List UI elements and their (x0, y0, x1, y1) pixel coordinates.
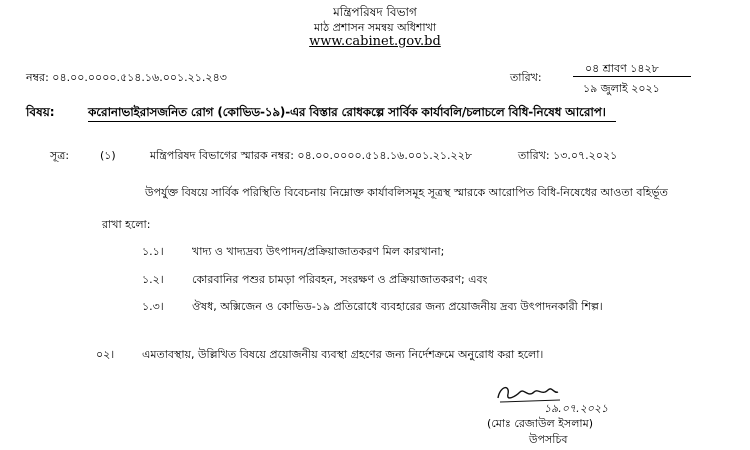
date-english: ১৯ জুলাই ২০২১ (583, 82, 660, 95)
division-name: মাঠ প্রশাসন সমন্বয় অধিশাখা (313, 21, 437, 34)
paragraph2-number: ০২। (96, 348, 115, 361)
memo-number: নম্বর: ০৪.০০.০০০০.৫১৪.১৬.০০১.২১.২৪৩ (26, 71, 227, 84)
list-item-number: ১.৩। (142, 300, 164, 313)
list-item-number: ১.১। (142, 245, 164, 258)
reference-number: (১) (100, 149, 116, 162)
list-item-text: খাদ্য ও খাদ্যদ্রব্য উৎপাদন/প্রক্রিয়াজাতকরণ মিল কারখানা; (192, 245, 445, 258)
reference-date: তারিখ: ১৩.০৭.২০২১ (518, 149, 618, 162)
reference-label: সূত্র: (50, 149, 70, 162)
handwritten-signature (490, 376, 610, 416)
date-bangla: ০৪ শ্রাবণ ১৪২৮ (585, 62, 659, 75)
reference-text: মন্ত্রিপরিষদ বিভাগের স্মারক নম্বর: ০৪.০০.০০০০.৫১৪.১৬.০০১.২১.২২৮ (150, 149, 472, 162)
body-paragraph-line1: উপর্যুক্ত বিষয়ে সার্বিক পরিস্থিতি বিবেচনায় নিম্নোক্ত কার্যাবলিসমূহ সূত্রস্থ স্মারকে আরোপিত বিধি-নিষেধের আওতা বহির্ভূত (145, 186, 668, 199)
signatory-designation: উপসচিব (529, 433, 568, 446)
signatory-name: (মোঃ রেজাউল ইসলাম) (487, 417, 593, 430)
subject-label: বিষয়: (26, 105, 55, 119)
subject-underline (88, 121, 616, 122)
svg-text:১৯.০৭.২০২১: ১৯.০৭.২০২১ (544, 402, 609, 415)
list-item-number: ১.২। (142, 273, 164, 286)
list-item-text: ঔষধ, অক্সিজেন ও কোভিড-১৯ প্রতিরোধে ব্যবহারের জন্য প্রয়োজনীয় দ্রব্য উৎপাদনকারী শিল্প। (192, 300, 603, 313)
date-label: তারিখ: (510, 71, 542, 84)
list-item-text: কোরবানির পশুর চামড়া পরিবহন, সংরক্ষণ ও প্রক্রিয়াজাতকরণ; এবং (192, 273, 488, 286)
date-divider (573, 76, 691, 77)
subject-text: করোনাভাইরাসজনিত রোগ (কোভিড-১৯)-এর বিস্তার রোধকল্পে সার্বিক কার্যাবলি/চলাচলে বিধি-নিষেধ আরোপ। (88, 105, 606, 119)
website-link[interactable]: www.cabinet.gov.bd (309, 34, 441, 49)
ministry-name: মন্ত্রিপরিষদ বিভাগ (333, 5, 417, 19)
body-paragraph-line2: রাখা হলো: (102, 218, 151, 231)
paragraph2-text: এমতাবস্থায়, উল্লিখিত বিষয়ে প্রয়োজনীয় ব্যবস্থা গ্রহণের জন্য নির্দেশক্রমে অনুরোধ করা হলো। (142, 348, 544, 361)
